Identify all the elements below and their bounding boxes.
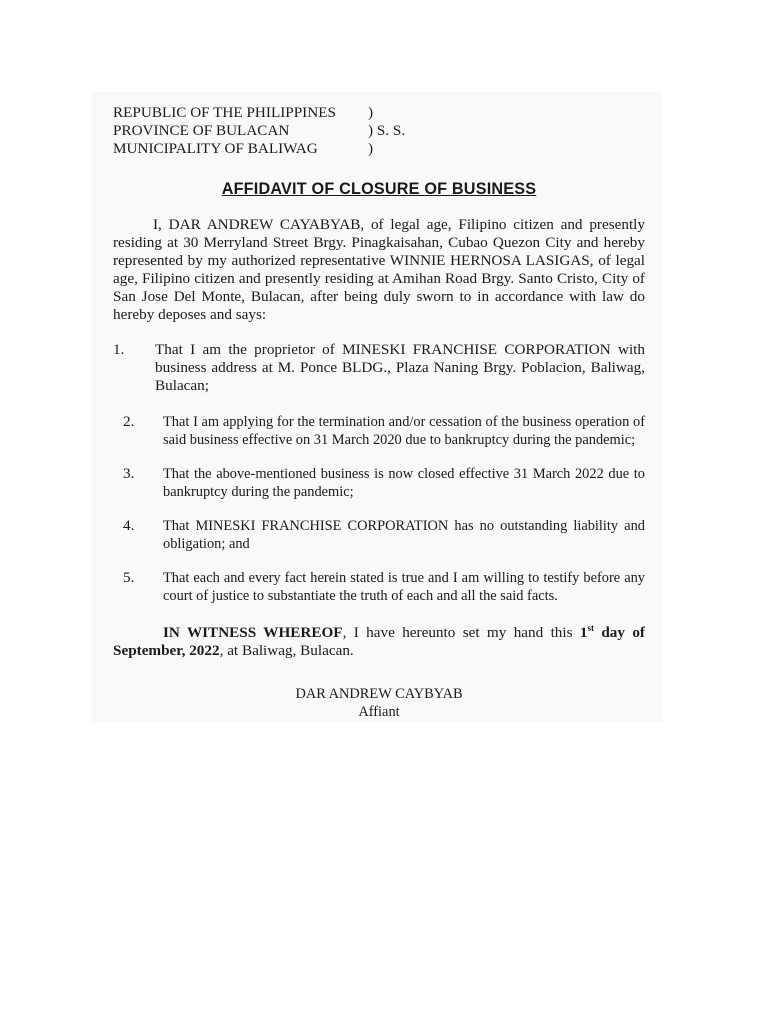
witness-clause [113, 624, 645, 660]
item-text: That the above-mentioned business is now closed effective 31 March 2022 due to bankruptcy during the pandemic; [163, 466, 645, 500]
venue-row-municipality [113, 140, 645, 158]
venue-header [113, 104, 645, 158]
list-item [113, 465, 645, 501]
item-text: That I am applying for the termination and/or cessation of the business operation of said business effective on 31 March 2020 due to bankruptcy during the pandemic; [163, 414, 645, 448]
item-number: 1. [113, 341, 125, 358]
list-item [113, 413, 645, 449]
affiant-name: DAR ANDREW CAYBYAB [295, 686, 463, 702]
witness-day-rest: day of September, 2022 [113, 624, 645, 659]
witness-tail: , at Baliwag, Bulacan. [219, 642, 354, 659]
venue-row-province [113, 122, 645, 140]
witness-day-number: 1 [579, 624, 588, 641]
item-text: That I am the proprietor of MINESKI FRANCHISE CORPORATION with business address at M. Ponce BLDG., Plaza Naning Brgy. Poblacion, Baliwag, Bulacan; [155, 341, 645, 394]
list-item [113, 517, 645, 553]
venue-row-republic [113, 104, 645, 122]
venue-label: PROVINCE OF BULACAN [113, 122, 290, 139]
item-number: 5. [123, 569, 135, 586]
item-text: That MINESKI FRANCHISE CORPORATION has no outstanding liability and obligation; and [163, 518, 645, 552]
witness-lead: IN WITNESS WHEREOF [163, 624, 343, 641]
affidavit-document [113, 104, 645, 721]
venue-bracket: ) [368, 140, 374, 157]
affiant-role: Affiant [358, 704, 400, 720]
item-number: 2. [123, 413, 135, 430]
venue-label: REPUBLIC OF THE PHILIPPINES [113, 104, 336, 121]
venue-bracket: ) S. S. [368, 122, 406, 139]
venue-label: MUNICIPALITY OF BALIWAG [113, 140, 318, 157]
item-number: 4. [123, 517, 135, 534]
intro-paragraph: I, DAR ANDREW CAYABYAB, of legal age, Filipino citizen and presently residing at 30 Merryland Street Brgy. Pinagkaisahan, Cubao Quezon City and hereby represented by my authorized representative WINNIE HERNOSA LASIGAS, of legal age, Filipino citizen and presently residing at Amihan Road Brgy. Santo Cristo, City of San Jose Del Monte, Bulacan, after being duly sworn to in accordance with law do hereby deposes and says: [113, 216, 645, 323]
list-item [113, 569, 645, 605]
witness-middle: , I have hereunto set my hand this [342, 624, 580, 641]
item-number: 3. [123, 465, 135, 482]
witness-day-suffix: st [587, 622, 594, 633]
list-item [113, 341, 645, 395]
signature-block [113, 685, 645, 721]
venue-bracket: ) [368, 104, 374, 121]
item-text: That each and every fact herein stated is true and I am willing to testify before any court of justice to substantiate the truth of each and all the said facts. [163, 570, 645, 604]
document-title: AFFIDAVIT OF CLOSURE OF BUSINESS [221, 180, 537, 198]
